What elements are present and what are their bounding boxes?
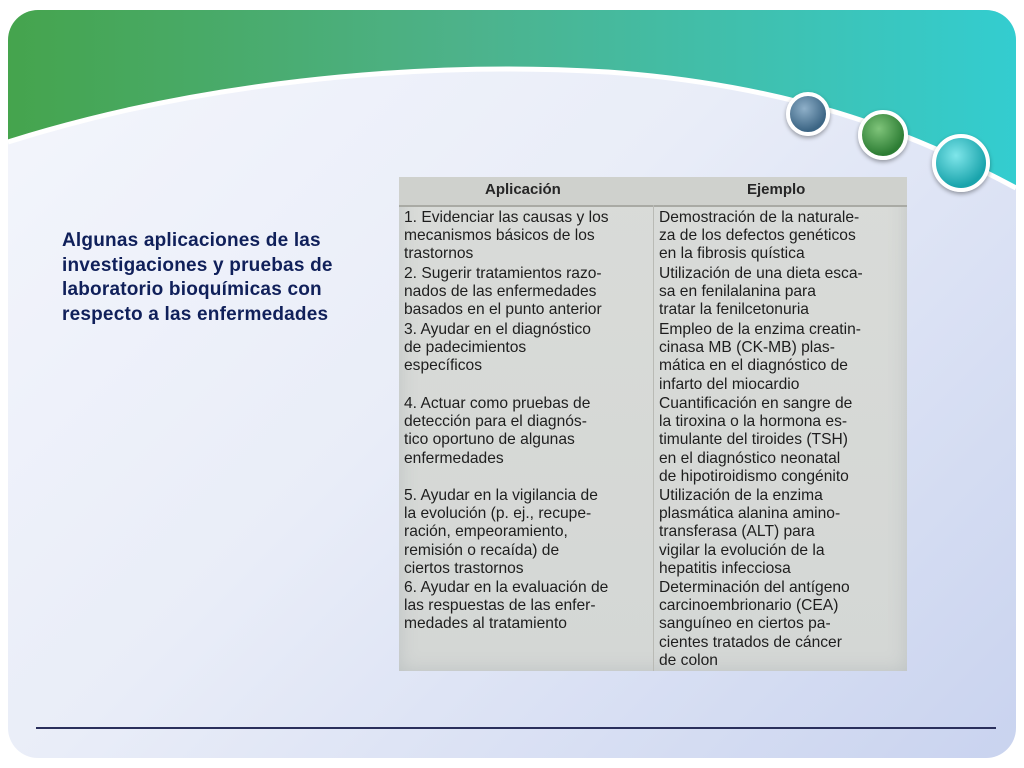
row-ejemplo: Demostración de la naturale- za de los defectos genéticos en la fibrosis quística <box>659 209 860 263</box>
row-aplicacion: 6. Ayudar en la evaluación de las respuestas de las enfer- medades al tratamiento <box>404 579 609 633</box>
header-aplicacion: Aplicación <box>485 181 561 198</box>
row-ejemplo: Empleo de la enzima creatin- cinasa MB (CK-MB) plas- mática en el diagnóstico de infarto del miocardio <box>659 321 861 393</box>
scanned-table <box>399 177 907 671</box>
decorative-dot-green <box>858 110 908 160</box>
slide-heading: Algunas aplicaciones de las investigaciones y pruebas de laboratorio bioquímicas con respecto a las enfermedades <box>62 230 333 325</box>
row-aplicacion: 3. Ayudar en el diagnóstico de padecimientos específicos <box>404 321 591 375</box>
row-ejemplo: Determinación del antígeno carcinoembrionario (CEA) sanguíneo en ciertos pa- cientes tratados de cáncer de colon <box>659 579 850 669</box>
decorative-dot-blue <box>786 92 830 136</box>
footer-divider <box>36 727 996 729</box>
row-ejemplo: Utilización de la enzima plasmática alanina amino- transferasa (ALT) para vigilar la evolución de la hepatitis infecciosa <box>659 487 841 577</box>
table-header <box>399 177 907 207</box>
decorative-dot-teal <box>932 134 990 192</box>
header-ejemplo: Ejemplo <box>747 181 806 198</box>
row-aplicacion: 5. Ayudar en la vigilancia de la evolución (p. ej., recupe- ración, empeoramiento, remisión o recaída) de ciertos trastornos <box>404 487 598 577</box>
row-aplicacion: 4. Actuar como pruebas de detección para el diagnós- tico oportuno de algunas enfermedades <box>404 395 591 467</box>
row-aplicacion: 1. Evidenciar las causas y los mecanismos básicos de los trastornos <box>404 209 609 263</box>
row-aplicacion: 2. Sugerir tratamientos razo- nados de las enfermedades basados en el punto anterior <box>404 265 602 319</box>
row-ejemplo: Cuantificación en sangre de la tiroxina o la hormona es- timulante del tiroides (TSH) en el diagnóstico neonatal de hipotiroidismo congénito <box>659 395 853 485</box>
row-ejemplo: Utilización de una dieta esca- sa en fenilalanina para tratar la fenilcetonuria <box>659 265 863 319</box>
